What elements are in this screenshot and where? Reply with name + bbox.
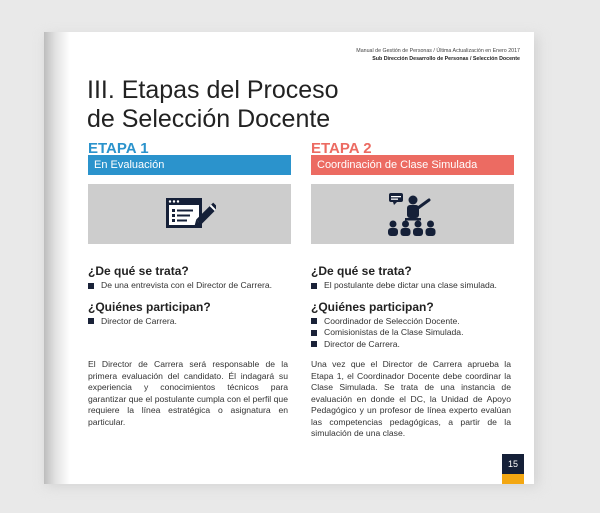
stage-2-what-heading: ¿De qué se trata?	[311, 264, 412, 278]
stage-2-who-list	[311, 316, 514, 351]
stage-2-description: Una vez que el Director de Carrera aprueba la Etapa 1, el Coordinador Docente debe coordinar la Clase Simulada. Se trata de una instancia de evaluación en donde el DC, la Unidad de Apoyo Pedagógico y un profesor de línea experto evalúan las competencias pedagógicas, a partir de la simulación de una clase.	[311, 359, 511, 438]
header-line-1: Manual de Gestión de Personas / Última Actualización en Enero 2017	[356, 48, 520, 54]
stage-1-column	[88, 142, 291, 327]
booklet-page	[44, 32, 534, 484]
stage-1-what-list	[88, 280, 291, 292]
list-item: De una entrevista con el Director de Carrera.	[88, 280, 291, 292]
stage-2-heading: ETAPA 2	[311, 142, 372, 155]
interview-form-icon	[164, 194, 216, 234]
list-item: Director de Carrera.	[311, 339, 514, 351]
stage-2-what-list	[311, 280, 514, 292]
list-item: Director de Carrera.	[88, 316, 291, 328]
stage-1-description: El Director de Carrera será responsable de la primera evaluación del candidato. Él indagará su experiencia y conocimientos técnicos para garantizar que el postulante cumpla con el perfil que requiere la línea estratégica o asignatura en particular.	[88, 359, 288, 427]
stage-2-column	[311, 142, 514, 350]
stage-1-what-heading: ¿De qué se trata?	[88, 264, 189, 278]
running-header	[356, 47, 520, 63]
stage-2-who-heading: ¿Quiénes participan?	[311, 299, 434, 314]
page-title	[87, 76, 339, 134]
header-line-2: Sub Dirección Desarrollo de Personas / Selección Docente	[372, 56, 520, 62]
stage-2-illustration	[311, 184, 514, 244]
list-item: Coordinador de Selección Docente.	[311, 316, 514, 328]
stage-1-heading: ETAPA 1	[88, 142, 149, 155]
stage-1-who-heading: ¿Quiénes participan?	[88, 299, 211, 314]
page-number: 15	[502, 454, 524, 474]
list-item: El postulante debe dictar una clase simulada.	[311, 280, 514, 292]
list-item: Comisionistas de la Clase Simulada.	[311, 327, 514, 339]
title-line-1: III. Etapas del Proceso	[87, 76, 339, 104]
stage-1-illustration	[88, 184, 291, 244]
page-number-accent	[502, 474, 524, 484]
page-gutter	[44, 32, 70, 484]
stage-1-who-list	[88, 316, 291, 328]
presenter-audience-icon	[385, 191, 441, 237]
title-line-2: de Selección Docente	[87, 105, 331, 133]
stage-2-band: Coordinación de Clase Simulada	[311, 155, 514, 175]
stage-1-band: En Evaluación	[88, 155, 291, 175]
